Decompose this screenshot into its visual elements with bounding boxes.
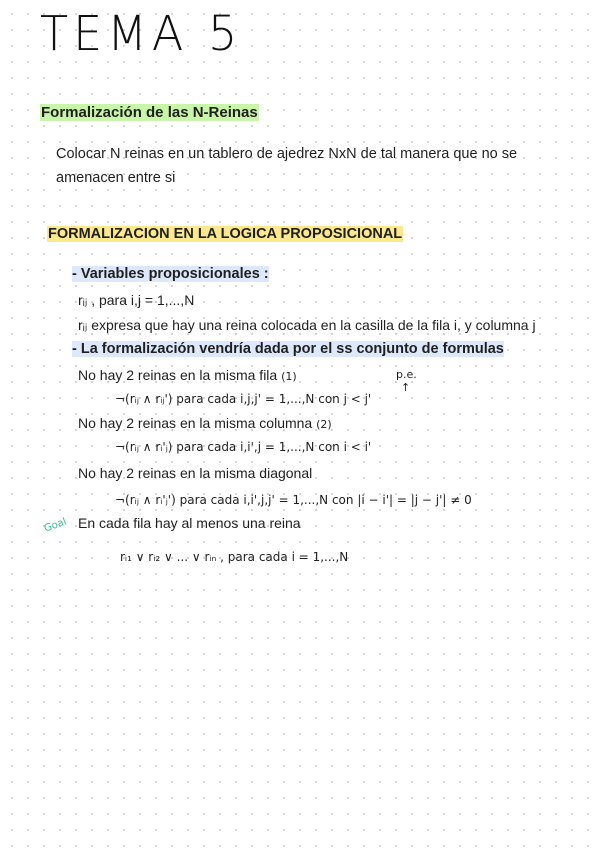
annotation-pe: p.e. xyxy=(396,368,417,381)
constraint-tag: (1) xyxy=(281,370,297,383)
formalization-heading: - La formalización vendría dada por el ss conjunto de formulas xyxy=(72,341,504,357)
intro-paragraph: Colocar N reinas en un tablero de ajedrez NxN de tal manera que no se amenacen entre si xyxy=(56,146,518,186)
constraint-at-least-one-formula: rᵢ₁ ∨ rᵢ₂ ∨ ... ∨ rᵢₙ , para cada i = 1,...,N xyxy=(120,550,349,564)
constraint-column-formula: ¬(rᵢⱼ ∧ rᵢ'ⱼ) para cada i,i',j = 1,...,N con i < i' xyxy=(115,440,372,454)
constraint-at-least-one-text: En cada fila hay al menos una reina xyxy=(78,515,301,531)
constraint-label: No hay 2 reinas en la misma columna xyxy=(78,415,313,431)
constraint-row-formula: ¬(rᵢⱼ ∧ rᵢⱼ') para cada i,j,j' = 1,...,N con j < j' xyxy=(115,392,372,406)
variables-definition: rᵢⱼ , para i,j = 1,...,N xyxy=(78,292,195,308)
constraint-tag: (2) xyxy=(316,418,332,431)
section-heading-n-reinas: Formalización de las N-Reinas xyxy=(41,104,258,121)
page-title: TEMA 5 xyxy=(40,4,243,62)
margin-note: Goal xyxy=(42,516,68,535)
variables-meaning: rᵢⱼ expresa que hay una reina colocada en la casilla de la fila i, y columna j xyxy=(78,317,536,333)
section-heading-logica: FORMALIZACION EN LA LOGICA PROPOSICIONAL xyxy=(48,226,403,242)
constraint-diagonal-text: No hay 2 reinas en la misma diagonal xyxy=(78,465,313,481)
constraint-diagonal-formula: ¬(rᵢⱼ ∧ rᵢ'ⱼ') para cada i,i',j,j' = 1,...,N con |i − i'| = |j − j'| ≠ 0 xyxy=(115,493,472,507)
constraint-label: No hay 2 reinas en la misma fila xyxy=(78,367,278,383)
variables-heading: - Variables proposicionales : xyxy=(72,266,269,282)
constraint-column-text xyxy=(78,415,332,431)
constraint-row-text xyxy=(78,367,297,383)
arrow-up-icon: ↑ xyxy=(401,381,411,394)
